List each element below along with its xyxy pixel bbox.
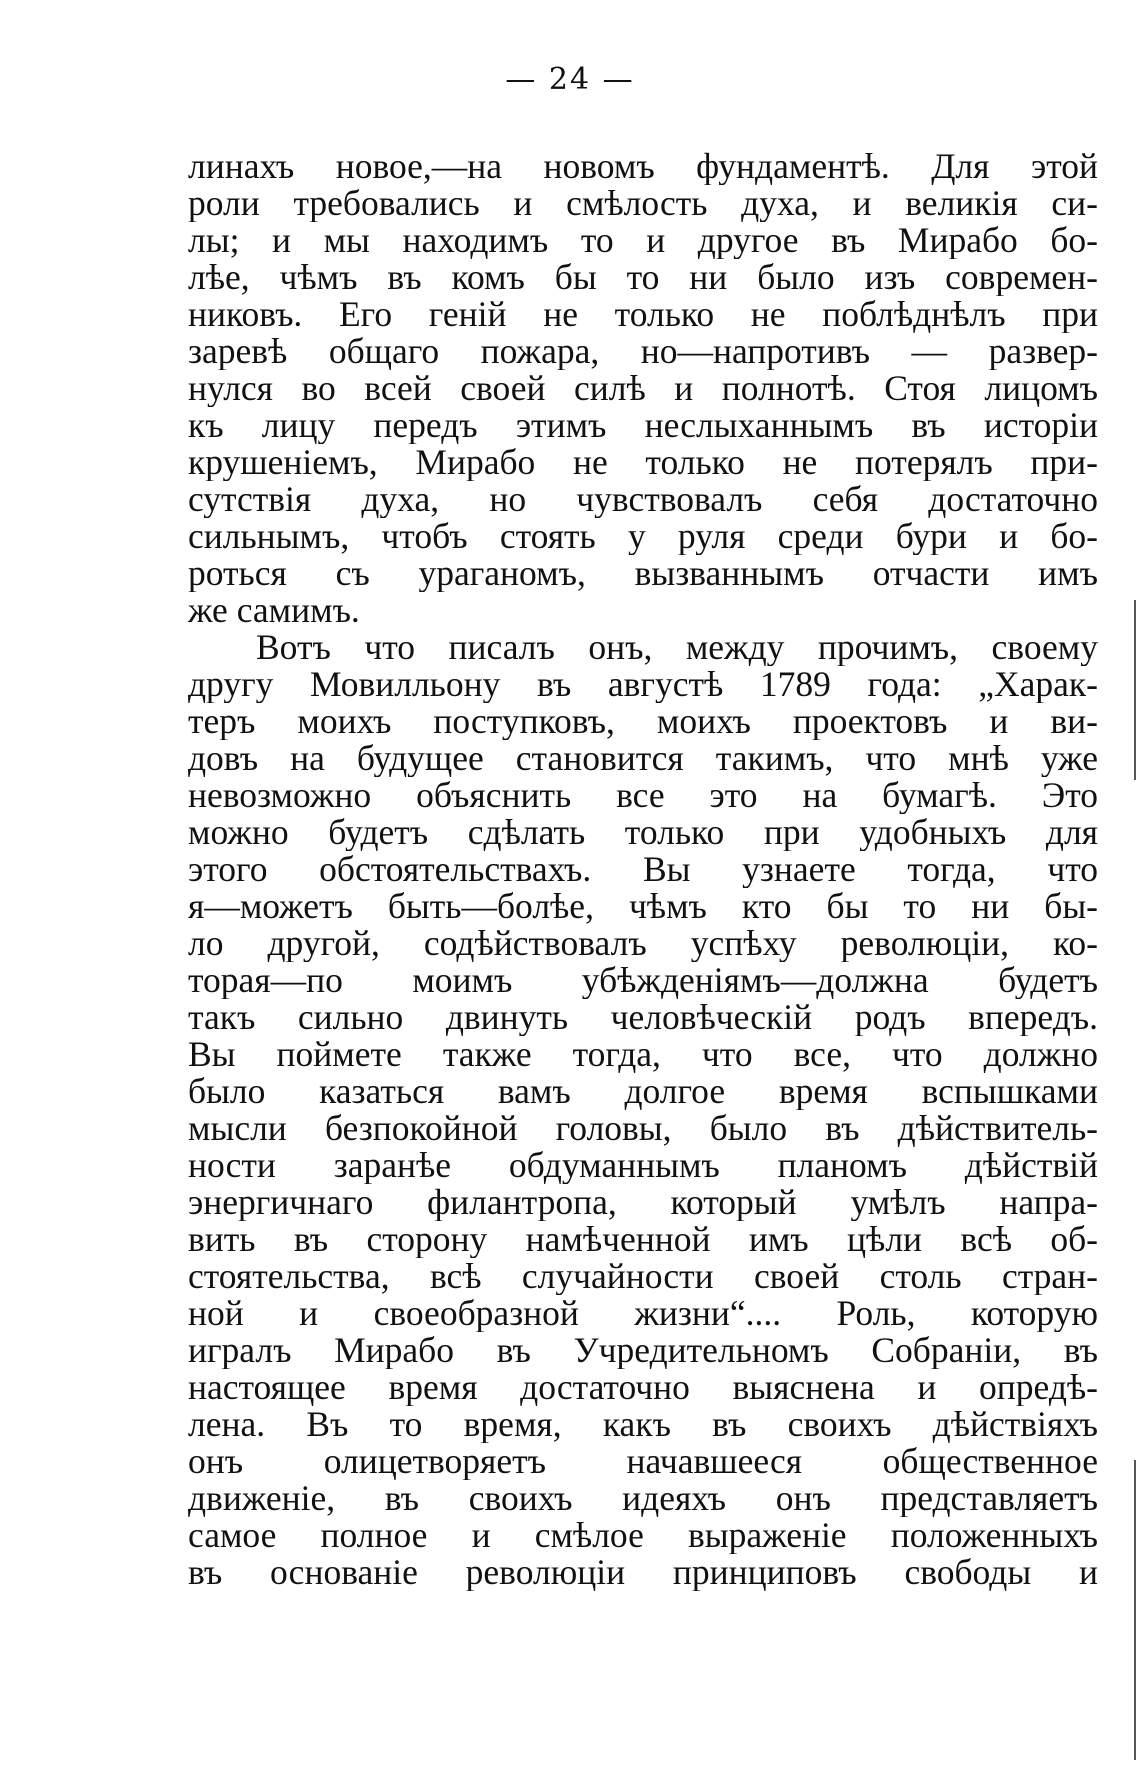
text-line: къ лицу передъ этимъ неслыханнымъ въ исторіи: [188, 407, 1098, 444]
scan-edge-mark: [1134, 600, 1136, 780]
text-line: Вы поймете также тогда, что все, что должно: [188, 1036, 1098, 1073]
text-line: настоящее время достаточно выяснена и опредѣ-: [188, 1369, 1098, 1406]
scan-edge-mark: [1134, 1460, 1136, 1760]
body-text: [188, 148, 1098, 1591]
text-line: энергичнаго филантропа, который умѣлъ напра-: [188, 1184, 1098, 1221]
text-line: онъ олицетворяетъ начавшееся общественное: [188, 1443, 1098, 1480]
text-line: лена. Въ то время, какъ въ своихъ дѣйствіяхъ: [188, 1406, 1098, 1443]
text-line: ло другой, содѣйствовалъ успѣху революціи, ко-: [188, 925, 1098, 962]
text-line: нулся во всей своей силѣ и полнотѣ. Стоя лицомъ: [188, 370, 1098, 407]
text-line: торая—по моимъ убѣжденіямъ—должна будетъ: [188, 962, 1098, 999]
page-number: — 24 —: [505, 62, 635, 97]
text-line: самое полное и смѣлое выраженіе положенныхъ: [188, 1517, 1098, 1554]
text-line: ной и своеобразной жизни“.... Роль, которую: [188, 1295, 1098, 1332]
text-line: этого обстоятельствахъ. Вы узнаете тогда, что: [188, 851, 1098, 888]
text-line: въ основаніе революціи принциповъ свободы и: [188, 1554, 1098, 1591]
text-line: роться съ ураганомъ, вызваннымъ отчасти имъ: [188, 555, 1098, 592]
text-line: заревѣ общаго пожара, но—напротивъ — развер-: [188, 333, 1098, 370]
text-line: движеніе, въ своихъ идеяхъ онъ представляетъ: [188, 1480, 1098, 1517]
text-line: невозможно объяснить все это на бумагѣ. Это: [188, 777, 1098, 814]
text-line: другу Мовилльону въ августѣ 1789 года: „Харак-: [188, 666, 1098, 703]
text-line: крушеніемъ, Мирабо не только не потерялъ при-: [188, 444, 1098, 481]
text-line: такъ сильно двинуть человѣческій родъ впередъ.: [188, 999, 1098, 1036]
text-line: теръ моихъ поступковъ, моихъ проектовъ и ви-: [188, 703, 1098, 740]
text-line: можно будетъ сдѣлать только при удобныхъ для: [188, 814, 1098, 851]
text-line: довъ на будущее становится такимъ, что мнѣ уже: [188, 740, 1098, 777]
text-line: мысли безпокойной головы, было въ дѣйствитель-: [188, 1110, 1098, 1147]
text-line: было казаться вамъ долгое время вспышками: [188, 1073, 1098, 1110]
text-line: лы; и мы находимъ то и другое въ Мирабо бо-: [188, 222, 1098, 259]
text-line: роли требовались и смѣлость духа, и великія си-: [188, 185, 1098, 222]
text-line: лѣе, чѣмъ въ комъ бы то ни было изъ современ-: [188, 259, 1098, 296]
text-line: сильнымъ, чтобъ стоять у руля среди бури и бо-: [188, 518, 1098, 555]
text-line: же самимъ.: [188, 592, 360, 629]
text-line: линахъ новое,—на новомъ фундаментѣ. Для этой: [188, 148, 1098, 185]
text-line: сутствія духа, но чувствовалъ себя достаточно: [188, 481, 1098, 518]
text-line: игралъ Мирабо въ Учредительномъ Собраніи, въ: [188, 1332, 1098, 1369]
text-line: Вотъ что писалъ онъ, между прочимъ, своему: [256, 629, 1098, 666]
text-line: я—можетъ быть—болѣе, чѣмъ кто бы то ни бы-: [188, 888, 1098, 925]
text-line: никовъ. Его геній не только не поблѣднѣлъ при: [188, 296, 1098, 333]
text-line: вить въ сторону намѣченной имъ цѣли всѣ об-: [188, 1221, 1098, 1258]
text-line: ности заранѣе обдуманнымъ планомъ дѣйствій: [188, 1147, 1098, 1184]
text-line: стоятельства, всѣ случайности своей столь стран-: [188, 1258, 1098, 1295]
